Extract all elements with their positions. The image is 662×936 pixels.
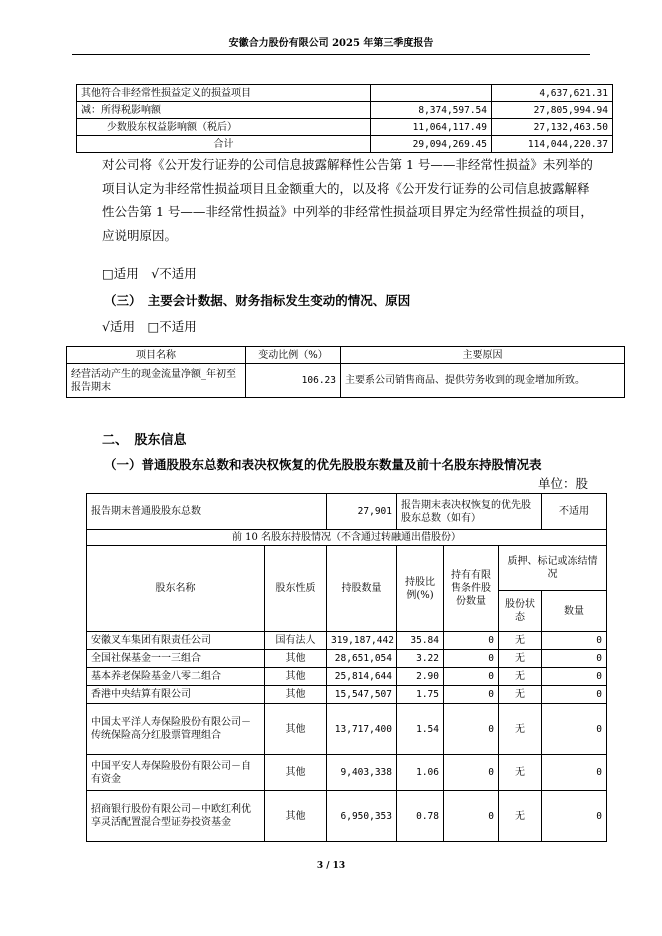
pledge-qty: 0 bbox=[542, 704, 607, 755]
page-header: 安徽合力股份有限公司 2025 年第三季度报告 bbox=[228, 38, 434, 49]
holder-nature: 其他 bbox=[265, 791, 327, 842]
col-header-ratio: 变动比例（%） bbox=[246, 347, 341, 364]
holder-name: 招商银行股份有限公司－中欧红利优享灵活配置混合型证券投资基金 bbox=[87, 791, 265, 842]
unit-label: 单位：股 bbox=[538, 476, 589, 491]
table-row bbox=[77, 85, 613, 102]
col-header-qty: 数量 bbox=[542, 591, 607, 632]
holder-shares: 6,950,353 bbox=[327, 791, 397, 842]
table-row bbox=[77, 102, 613, 119]
table-row bbox=[87, 755, 607, 791]
holder-name: 安徽叉车集团有限责任公司 bbox=[87, 632, 265, 650]
section-heading-2: 二、 股东信息 bbox=[102, 433, 187, 448]
pledge-status: 无 bbox=[499, 791, 542, 842]
holder-shares: 9,403,338 bbox=[327, 755, 397, 791]
holder-ratio: 1.54 bbox=[397, 704, 444, 755]
holder-nature: 其他 bbox=[265, 704, 327, 755]
pledge-qty: 0 bbox=[542, 650, 607, 668]
ytd-value: 27,805,994.94 bbox=[492, 102, 613, 119]
section-subheading: （一）普通股股东总数和表决权恢复的优先股股东数量及前十名股东持股情况表 bbox=[104, 457, 542, 472]
table-row bbox=[87, 704, 607, 755]
explanation-paragraph: 对公司将《公开发行证券的公司信息披露解释性公告第 1 号——非经常性损益》未列举的项目认定为非经常性损益项目且金额重大的，以及将《公开发行证券的公司信息披露解释性公告第 1 号——非经常性损益》中列举的非经常性损益项目界定为经常性损益的项目，应说明原因。 bbox=[102, 157, 593, 243]
holder-shares: 13,717,400 bbox=[327, 704, 397, 755]
pledge-qty: 0 bbox=[542, 632, 607, 650]
holder-restricted: 0 bbox=[444, 668, 499, 686]
holder-restricted: 0 bbox=[444, 650, 499, 668]
holder-name: 基本养老保险基金八零二组合 bbox=[87, 668, 265, 686]
col-header-reason: 主要原因 bbox=[341, 347, 625, 364]
table-header-row bbox=[87, 546, 607, 591]
preferred-holders-label: 报告期末表决权恢复的优先股股东总数（如有） bbox=[397, 494, 542, 530]
pledge-status: 无 bbox=[499, 650, 542, 668]
item-name: 经营活动产生的现金流量净额_年初至报告期末 bbox=[67, 364, 246, 398]
col-header-restricted: 持有有限售条件股份数量 bbox=[444, 546, 499, 632]
row-label: 减：所得税影响额 bbox=[77, 102, 371, 119]
header-divider bbox=[72, 54, 590, 55]
page-number: 3 / 13 bbox=[316, 861, 346, 871]
holder-ratio: 35.84 bbox=[397, 632, 444, 650]
table-row bbox=[87, 791, 607, 842]
ytd-value: 27,132,463.50 bbox=[492, 119, 613, 136]
col-header-status: 股份状态 bbox=[499, 591, 542, 632]
change-reason: 主要系公司销售商品、提供劳务收到的现金增加所致。 bbox=[341, 364, 625, 398]
preferred-holders-value: 不适用 bbox=[542, 494, 607, 530]
period-value: 11,064,117.49 bbox=[371, 119, 492, 136]
total-holders-label: 报告期末普通股股东总数 bbox=[87, 494, 327, 530]
period-value: 8,374,597.54 bbox=[371, 102, 492, 119]
holder-nature: 其他 bbox=[265, 650, 327, 668]
table-row bbox=[87, 668, 607, 686]
total-holders-value: 27,901 bbox=[327, 494, 397, 530]
pledge-qty: 0 bbox=[542, 755, 607, 791]
holder-shares: 319,187,442 bbox=[327, 632, 397, 650]
holder-nature: 其他 bbox=[265, 755, 327, 791]
table-row bbox=[87, 632, 607, 650]
row-label: 其他符合非经常性损益定义的损益项目 bbox=[77, 85, 371, 102]
holder-shares: 15,547,507 bbox=[327, 686, 397, 704]
col-header-shares: 持股数量 bbox=[327, 546, 397, 632]
table-header-row bbox=[67, 347, 625, 364]
change-ratio: 106.23 bbox=[246, 364, 341, 398]
period-value: 29,094,269.45 bbox=[371, 136, 492, 153]
row-label: 合计 bbox=[77, 136, 371, 153]
holder-shares: 28,651,054 bbox=[327, 650, 397, 668]
holder-nature: 其他 bbox=[265, 668, 327, 686]
table-row bbox=[87, 650, 607, 668]
applicability-checkbox-1: □适用 √不适用 bbox=[102, 266, 197, 281]
pledge-status: 无 bbox=[499, 632, 542, 650]
pledge-qty: 0 bbox=[542, 668, 607, 686]
holder-restricted: 0 bbox=[444, 791, 499, 842]
row-label: 少数股东权益影响额（税后） bbox=[77, 119, 371, 136]
holder-nature: 其他 bbox=[265, 686, 327, 704]
shareholder-table bbox=[86, 493, 607, 842]
holder-name: 香港中央结算有限公司 bbox=[87, 686, 265, 704]
pledge-status: 无 bbox=[499, 668, 542, 686]
col-header-pledge: 质押、标记或冻结情况 bbox=[499, 546, 607, 591]
summary-row bbox=[87, 494, 607, 530]
ytd-value: 114,044,220.37 bbox=[492, 136, 613, 153]
top10-title-row bbox=[87, 530, 607, 546]
holder-ratio: 1.06 bbox=[397, 755, 444, 791]
table-row bbox=[67, 364, 625, 398]
holder-shares: 25,814,644 bbox=[327, 668, 397, 686]
holder-name: 全国社保基金一一三组合 bbox=[87, 650, 265, 668]
non-recurring-table bbox=[76, 84, 613, 153]
change-reason-table bbox=[66, 346, 625, 398]
pledge-qty: 0 bbox=[542, 686, 607, 704]
col-header-nature: 股东性质 bbox=[265, 546, 327, 632]
pledge-qty: 0 bbox=[542, 791, 607, 842]
holder-name: 中国平安人寿保险股份有限公司－自有资金 bbox=[87, 755, 265, 791]
col-header-ratio: 持股比例(%) bbox=[397, 546, 444, 632]
table-row bbox=[87, 686, 607, 704]
holder-restricted: 0 bbox=[444, 704, 499, 755]
section-heading-3: （三） 主要会计数据、财务指标发生变动的情况、原因 bbox=[104, 293, 411, 308]
table-row bbox=[77, 119, 613, 136]
holder-ratio: 1.75 bbox=[397, 686, 444, 704]
pledge-status: 无 bbox=[499, 755, 542, 791]
holder-nature: 国有法人 bbox=[265, 632, 327, 650]
holder-ratio: 2.90 bbox=[397, 668, 444, 686]
applicability-checkbox-2: √适用 □不适用 bbox=[102, 319, 197, 334]
col-header-item: 项目名称 bbox=[67, 347, 246, 364]
holder-ratio: 0.78 bbox=[397, 791, 444, 842]
pledge-status: 无 bbox=[499, 686, 542, 704]
holder-ratio: 3.22 bbox=[397, 650, 444, 668]
top10-title: 前 10 名股东持股情况（不含通过转融通出借股份） bbox=[87, 530, 607, 546]
holder-restricted: 0 bbox=[444, 632, 499, 650]
period-value bbox=[371, 85, 492, 102]
holder-name: 中国太平洋人寿保险股份有限公司－传统保险高分红股票管理组合 bbox=[87, 704, 265, 755]
col-header-name: 股东名称 bbox=[87, 546, 265, 632]
pledge-status: 无 bbox=[499, 704, 542, 755]
ytd-value: 4,637,621.31 bbox=[492, 85, 613, 102]
holder-restricted: 0 bbox=[444, 686, 499, 704]
table-row bbox=[77, 136, 613, 153]
holder-restricted: 0 bbox=[444, 755, 499, 791]
